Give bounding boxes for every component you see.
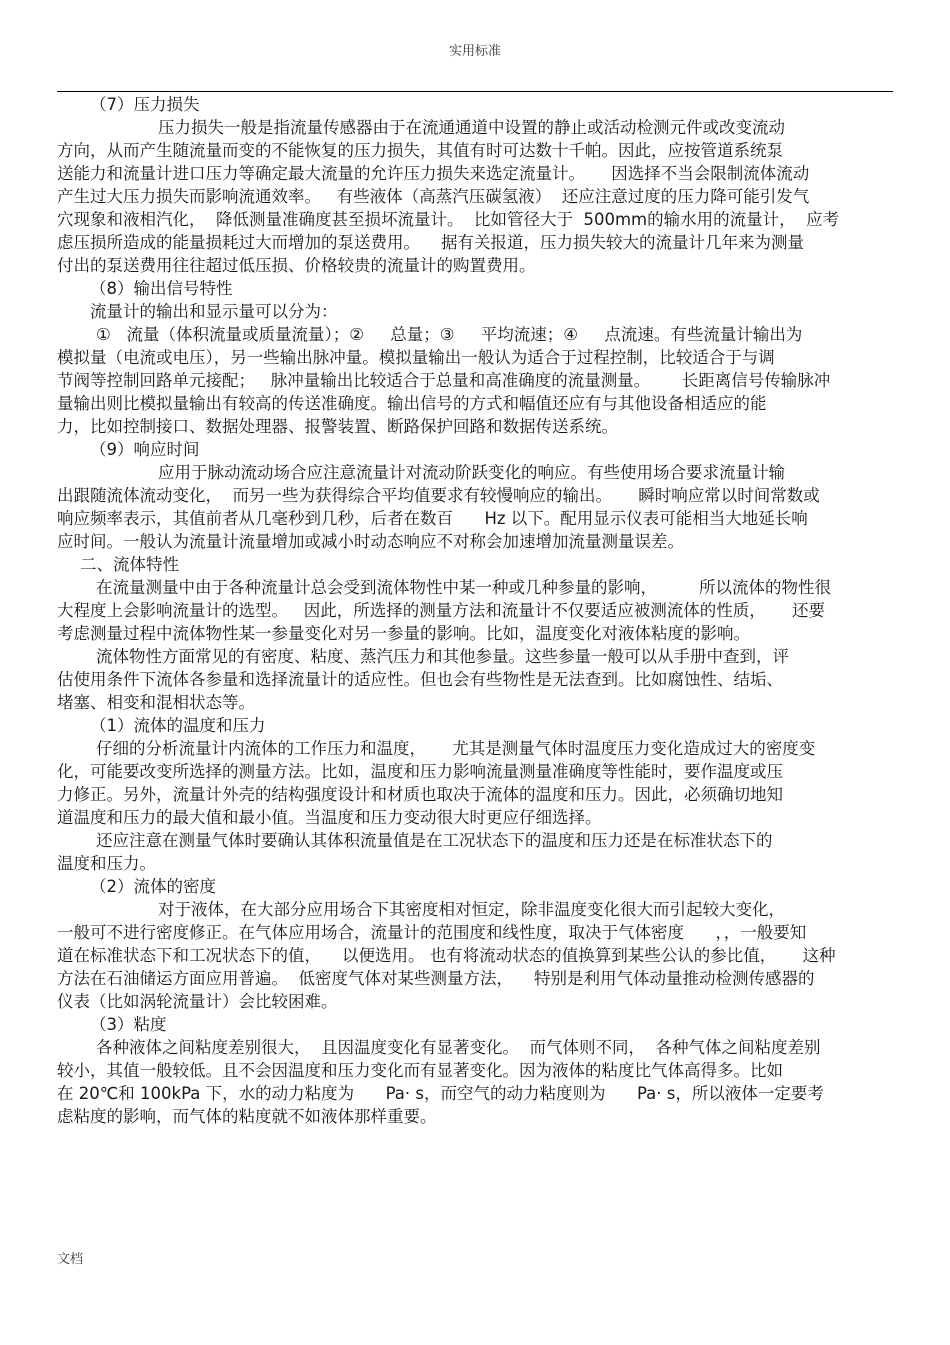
page-footer: 文档	[57, 1252, 84, 1267]
paragraph-line: 流体物性方面常见的有密度、粘度、蒸汽压力和其他参量。这些参量一般可以从手册中查到，评	[96, 647, 789, 666]
heading-viscosity: （3）粘度	[90, 1015, 167, 1034]
paragraph-line: 温度和压力。	[57, 854, 156, 873]
heading-output-signal: （8）输出信号特性	[90, 279, 233, 298]
paragraph-line: 送能力和流量计进口压力等确定最大流量的允许压力损失来选定流量计。 因选择不当会限制流体流动	[57, 164, 810, 183]
heading-temperature-pressure: （1）流体的温度和压力	[90, 716, 266, 735]
paragraph-line: 较小，其值一般较低。且不会因温度和压力变化而有显著变化。因为液体的粘度比气体高得多。比如	[57, 1061, 783, 1080]
heading-fluid-density: （2）流体的密度	[90, 877, 216, 896]
paragraph-line: 估使用条件下流体各参量和选择流量计的适应性。但也会有些物性是无法查到。比如腐蚀性、结垢、	[57, 670, 783, 689]
section-heading-fluid-properties: 二、流体特性	[80, 555, 179, 574]
paragraph-line: 节阀等控制回路单元接配； 脉冲量输出比较适合于总量和高准确度的流量测量。 长距离信号传输脉冲	[57, 371, 831, 390]
paragraph-line: 出跟随流体流动变化， 而另一些为获得综合平均值要求有较慢响应的输出。 瞬时响应常以时间常数或	[57, 486, 820, 505]
paragraph-line: 流量计的输出和显示量可以分为：	[90, 302, 338, 321]
paragraph-line: 道在标准状态下和工况状态下的值， 以便选用。 也有将流动状态的值换算到某些公认的参比值， 这种	[57, 946, 836, 965]
paragraph-line: 在流量测量中由于各种流量计总会受到流体物性中某一种或几种参量的影响， 所以流体的物性很	[96, 578, 831, 597]
paragraph-line: 还应注意在测量气体时要确认其体积流量值是在工况状态下的温度和压力还是在标准状态下的	[96, 831, 773, 850]
paragraph-line: 一般可不进行密度修正。在气体应用场合，流量计的范围度和线性度，取决于气体密度 ，，一般要知	[57, 923, 807, 942]
paragraph-line: 响应频率表示，其值前者从几毫秒到几秒，后者在数百 Hz 以下。配用显示仪表可能相当大地延长响	[57, 509, 808, 528]
paragraph-line: 化，可能要改变所选择的测量方法。比如，温度和压力影响流量测量准确度等性能时，要作温度或压	[57, 762, 783, 781]
paragraph-line: 力修正。另外，流量计外壳的结构强度设计和材质也取决于流体的温度和压力。因此，必须确切地知	[57, 785, 783, 804]
paragraph-line: 产生过大压力损失而影响流通效率。 有些液体（高蒸汽压碳氢液） 还应注意过度的压力降可能引发气	[57, 187, 810, 206]
paragraph-line: 付出的泵送费用往往超过低压损、价格较贵的流量计的购置费用。	[57, 256, 536, 275]
paragraph-line: 方向，从而产生随流量而变的不能恢复的压力损失，其值有时可达数十千帕。因此，应按管道系统泵	[57, 141, 783, 160]
paragraph-line: 考虑测量过程中流体物性某一参量变化对另一参量的影响。比如，温度变化对液体粘度的影响。	[57, 624, 750, 643]
paragraph-line: 大程度上会影响流量计的选型。 因此，所选择的测量方法和流量计不仅要适应被测流体的性质， 还要	[57, 601, 825, 620]
paragraph-line: 在 20℃和 100kPa 下，水的动力粘度为 Pa· s，而空气的动力粘度则为 Pa· s，所以液体一定要考	[57, 1084, 824, 1103]
paragraph-line: 压力损失一般是指流量传感器由于在流通通道中设置的静止或活动检测元件或改变流动	[158, 118, 785, 137]
paragraph-line: 应时间。一般认为流量计流量增加或减小时动态响应不对称会加速增加流量测量误差。	[57, 532, 684, 551]
paragraph-line: 方法在石油储运方面应用普遍。 低密度气体对某些测量方法， 特别是利用气体动量推动检测传感器的	[57, 969, 815, 988]
paragraph-line: 穴现象和液相汽化， 降低测量准确度甚至损坏流量计。 比如管径大于 500mm的输水用的流量计， 应考	[57, 210, 840, 229]
paragraph-line: 堵塞、相变和混相状态等。	[57, 693, 255, 712]
page-header: 实用标准	[448, 44, 501, 59]
paragraph-line: 量输出则比模拟量输出有较高的传送准确度。输出信号的方式和幅值还应有与其他设备相适应的能	[57, 394, 767, 413]
paragraph-line: 仪表（比如涡轮流量计）会比较困难。	[57, 992, 338, 1011]
heading-pressure-loss: （7）压力损失	[90, 95, 200, 114]
paragraph-line: 力，比如控制接口、数据处理器、报警装置、断路保护回路和数据传送系统。	[57, 417, 618, 436]
paragraph-line: 应用于脉动流动场合应注意流量计对流动阶跃变化的响应。有些使用场合要求流量计输	[158, 463, 785, 482]
paragraph-line: 道温度和压力的最大值和最小值。当温度和压力变动很大时更应仔细选择。	[57, 808, 602, 827]
header-rule	[57, 91, 893, 92]
paragraph-line: 虑压损所造成的能量损耗过大而增加的泵送费用。 据有关报道，压力损失较大的流量计几年来为测量	[57, 233, 804, 252]
heading-response-time: （9）响应时间	[90, 440, 200, 459]
paragraph-line: ① 流量（体积流量或质量流量）；② 总量；③ 平均流速；④ 点流速。有些流量计输出为	[96, 325, 803, 344]
paragraph-line: 虑粘度的影响，而气体的粘度就不如液体那样重要。	[57, 1107, 437, 1126]
paragraph-line: 对于液体，在大部分应用场合下其密度相对恒定，除非温度变化很大而引起较大变化，	[158, 900, 785, 919]
paragraph-line: 模拟量（电流或电压），另一些输出脉冲量。模拟量输出一般认为适合于过程控制，比较适合于与调	[57, 348, 775, 367]
paragraph-line: 仔细的分析流量计内流体的工作压力和温度， 尤其是测量气体时温度压力变化造成过大的密度变	[96, 739, 816, 758]
paragraph-line: 各种液体之间粘度差别很大， 且因温度变化有显著变化。 而气体则不同， 各种气体之间粘度差别	[96, 1038, 821, 1057]
